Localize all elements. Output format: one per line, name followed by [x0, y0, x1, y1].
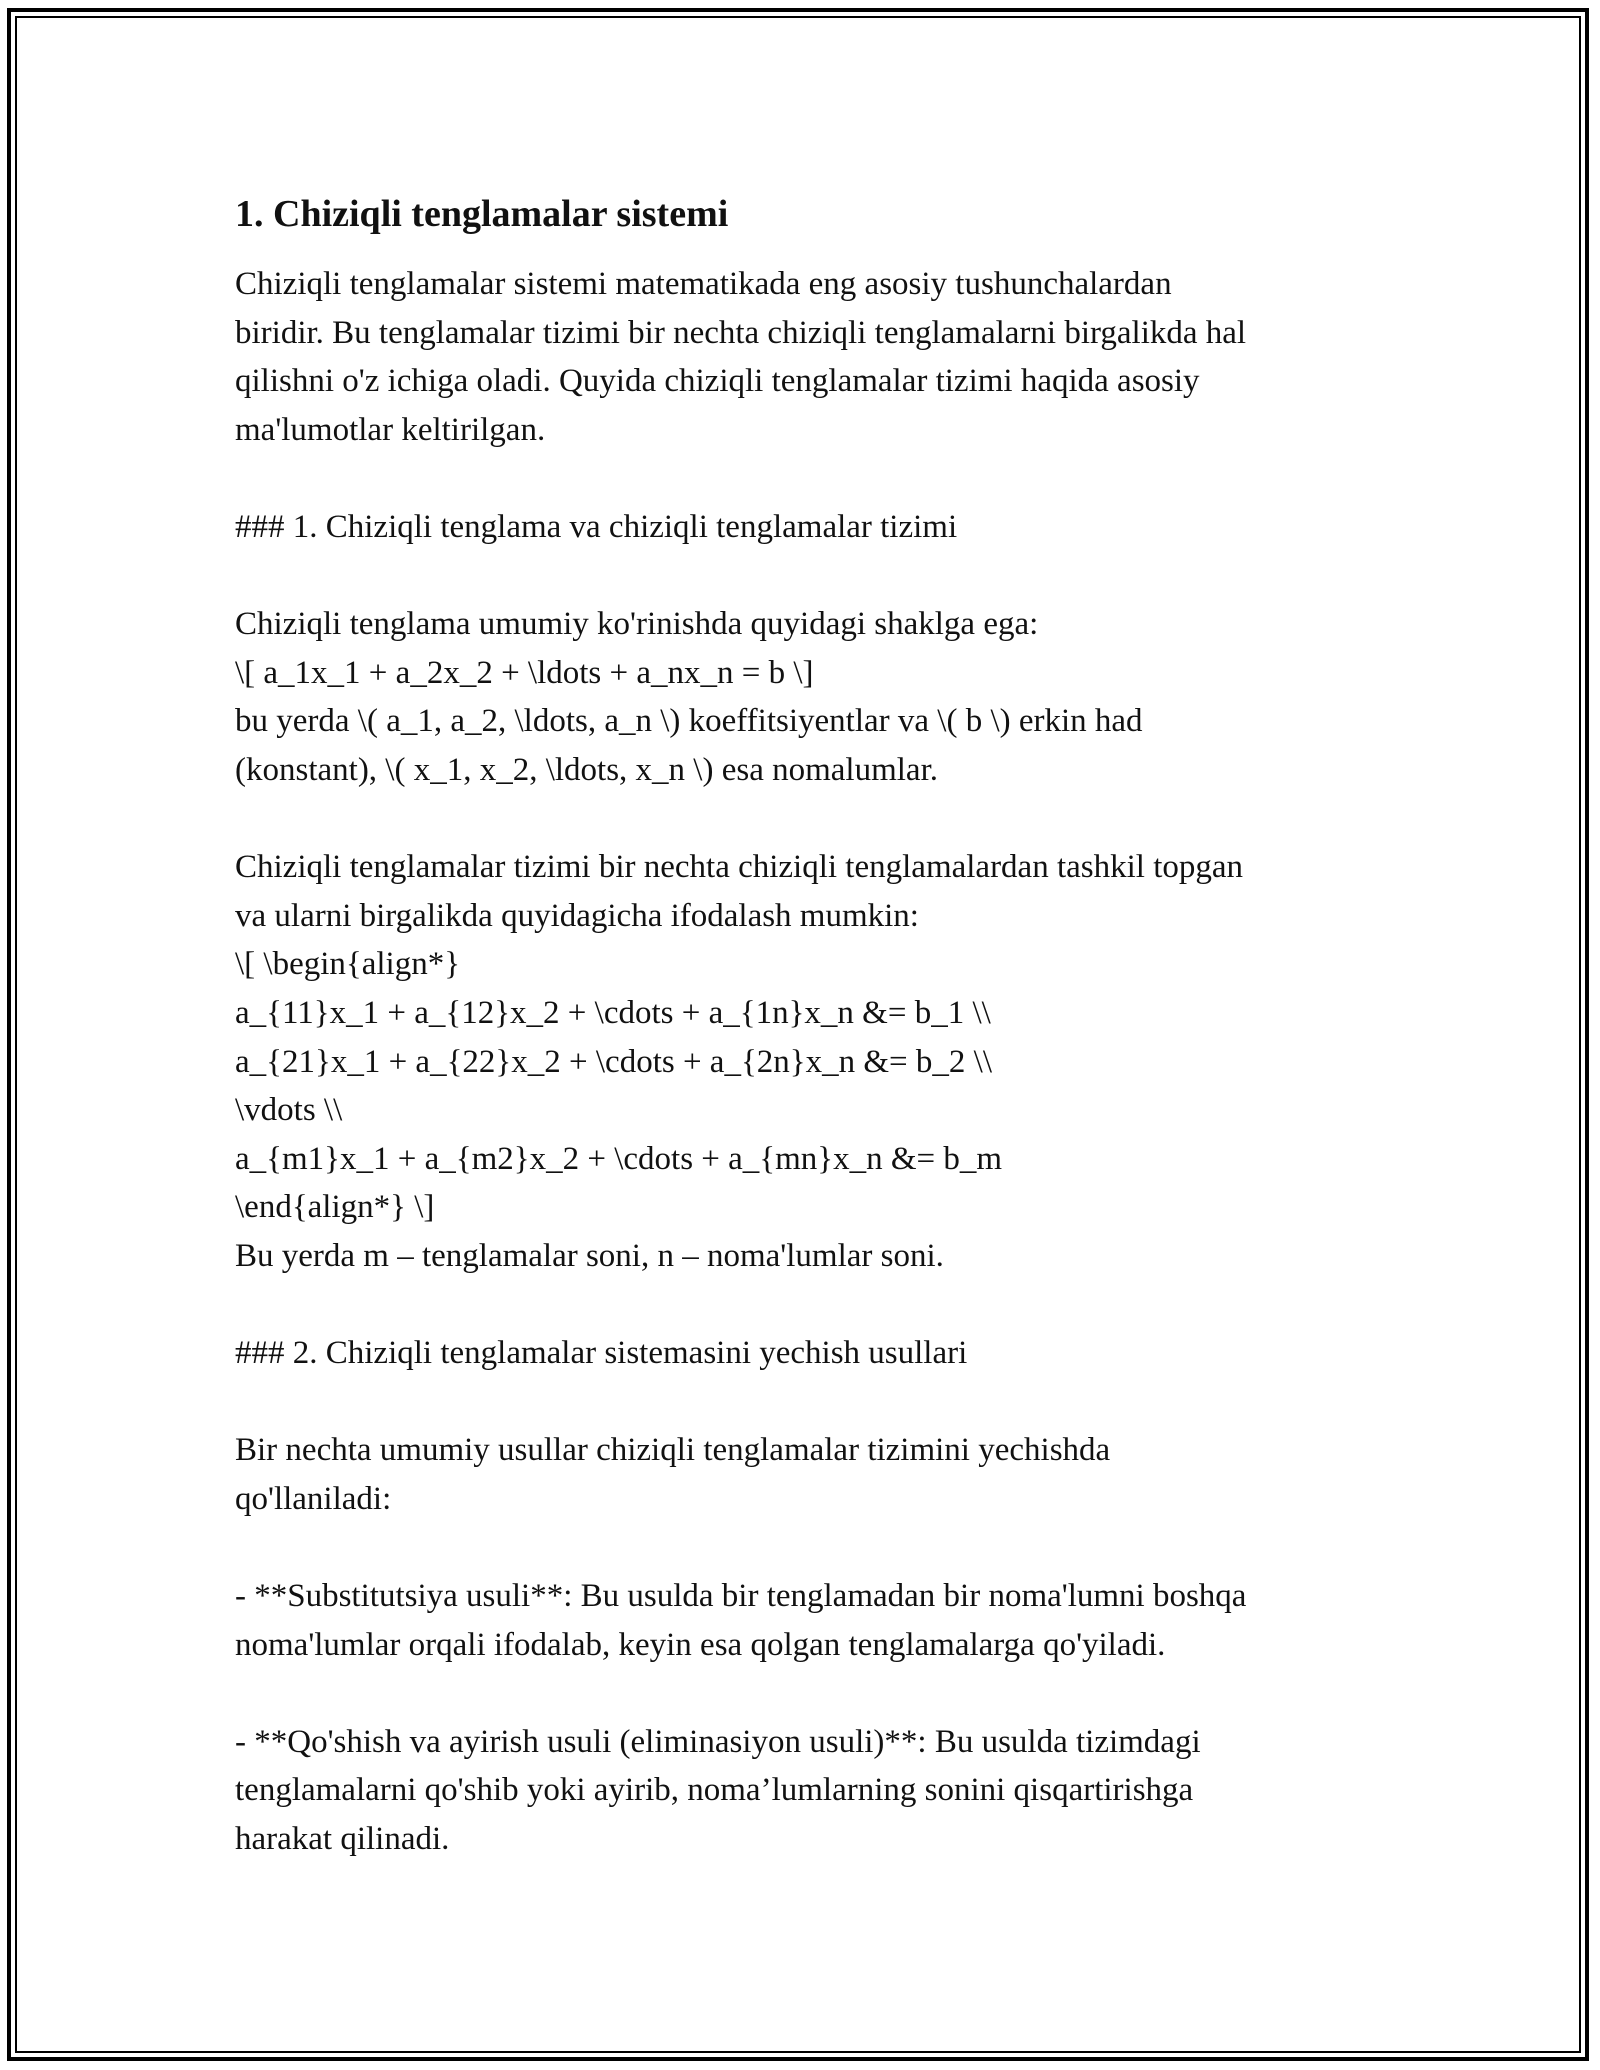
document-text: [235, 260, 1375, 1864]
blank-line: [235, 552, 1375, 601]
text-line: noma'lumlar orqali ifodalab, keyin esa qolgan tenglamalarga qo'yiladi.: [235, 1626, 1166, 1663]
blank-line: [235, 454, 1375, 503]
text-line: Bir nechta umumiy usullar chiziqli tenglamalar tizimini yechishda: [235, 1432, 1111, 1469]
blank-line: [235, 1523, 1375, 1572]
text-line: bu yerda \( a_1, a_2, \ldots, a_n \) koeffitsiyentlar va \( b \) erkin had: [235, 703, 1143, 740]
formula-line: \[ a_1x_1 + a_2x_2 + \ldots + a_nx_n = b \]: [235, 654, 814, 691]
blank-line: [235, 1378, 1375, 1427]
text-line: tenglamalarni qo'shib yoki ayirib, noma’lumlarning sonini qisqartirishga: [235, 1772, 1194, 1809]
text-line: qilishni o'z ichiga oladi. Quyida chiziqli tenglamalar tizimi haqida asosiy: [235, 363, 1200, 400]
document-heading: 1. Chiziqli tenglamalar sistemi: [235, 193, 729, 235]
text-line: va ularni birgalikda quyidagicha ifodalash mumkin:: [235, 897, 919, 934]
blank-line: [235, 1280, 1375, 1329]
formula-line: \end{align*} \]: [235, 1189, 435, 1226]
formula-line: a_{m1}x_1 + a_{m2}x_2 + \cdots + a_{mn}x_n &= b_m: [235, 1140, 1003, 1177]
text-line: ma'lumotlar keltirilgan.: [235, 411, 546, 448]
formula-line: \vdots \\: [235, 1092, 343, 1129]
formula-line: a_{11}x_1 + a_{12}x_2 + \cdots + a_{1n}x_n &= b_1 \\: [235, 994, 991, 1031]
text-line: biridir. Bu tenglamalar tizimi bir nechta chiziqli tenglamalarni birgalikda hal: [235, 314, 1247, 351]
text-line: (konstant), \( x_1, x_2, \ldots, x_n \) esa nomalumlar.: [235, 751, 938, 788]
text-line: qo'llaniladi:: [235, 1480, 392, 1517]
section-heading: ### 1. Chiziqli tenglama va chiziqli tenglamalar tizimi: [235, 508, 958, 545]
document-body: [235, 186, 1375, 1864]
formula-line: a_{21}x_1 + a_{22}x_2 + \cdots + a_{2n}x_n &= b_2 \\: [235, 1043, 993, 1080]
text-line: Chiziqli tenglamalar tizimi bir nechta chiziqli tenglamalardan tashkil topgan: [235, 849, 1244, 886]
section-heading: ### 2. Chiziqli tenglamalar sistemasini yechish usullari: [235, 1335, 968, 1372]
bullet-line: - **Substitutsiya usuli**: Bu usulda bir tenglamadan bir noma'lumni boshqa: [235, 1578, 1247, 1615]
blank-line: [235, 795, 1375, 844]
text-line: Chiziqli tenglamalar sistemi matematikada eng asosiy tushunchalardan: [235, 266, 1172, 302]
formula-line: \[ \begin{align*}: [235, 946, 461, 983]
text-line: harakat qilinadi.: [235, 1821, 450, 1857]
text-line: Chiziqli tenglama umumiy ko'rinishda quyidagi shaklga ega:: [235, 606, 1039, 643]
bullet-line: - **Qo'shish va ayirish usuli (eliminasiyon usuli)**: Bu usulda tizimdagi: [235, 1723, 1201, 1760]
blank-line: [235, 1669, 1375, 1718]
text-line: Bu yerda m – tenglamalar soni, n – noma'lumlar soni.: [235, 1237, 944, 1274]
